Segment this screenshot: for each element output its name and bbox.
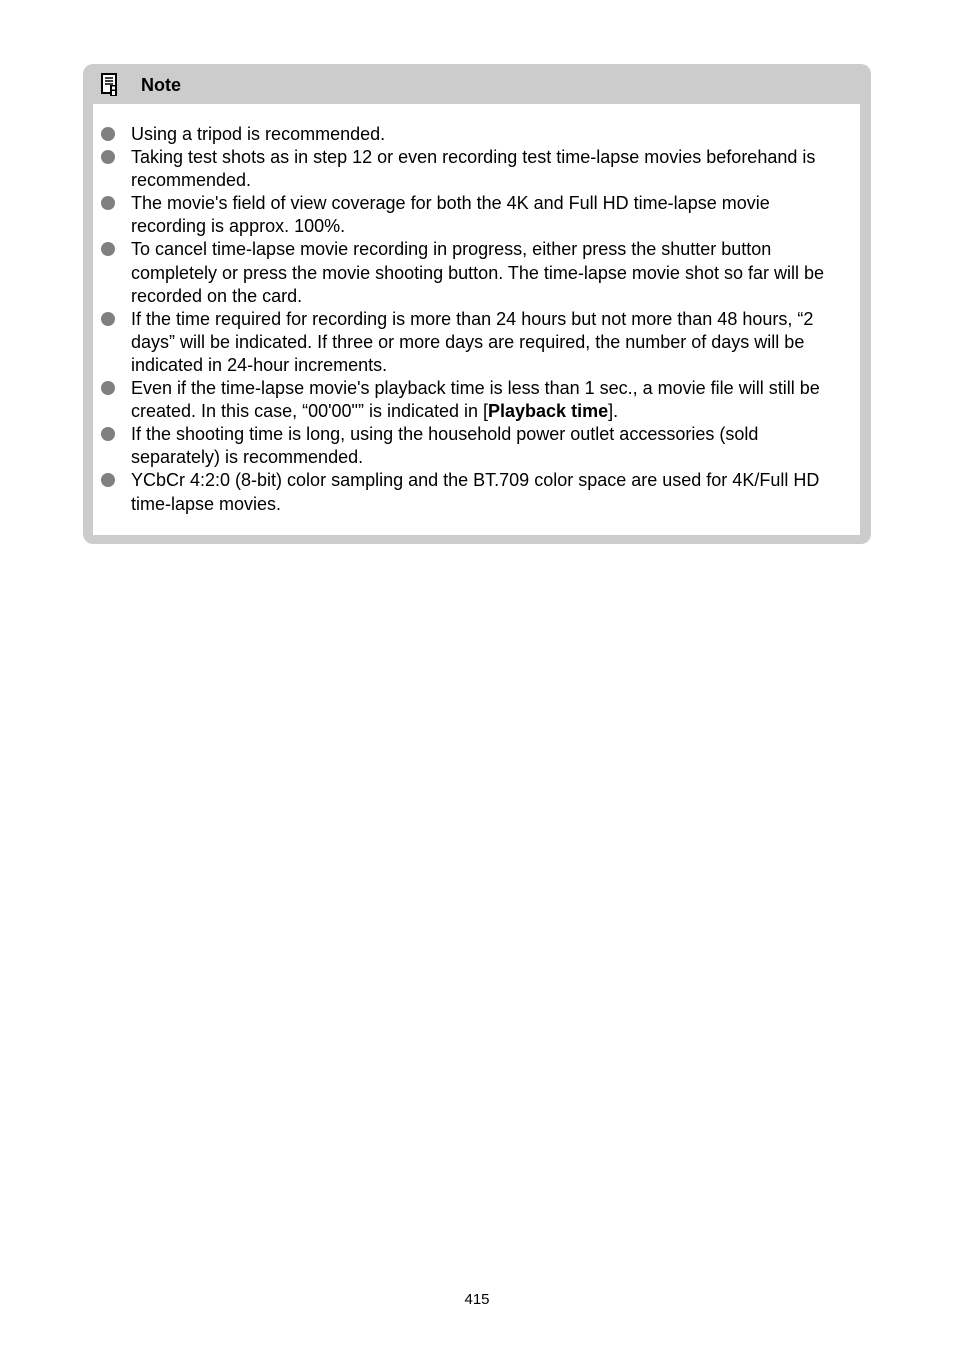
list-item	[93, 238, 860, 307]
list-item-text: YCbCr 4:2:0 (8-bit) color sampling and the BT.709 color space are used for 4K/Full HD time-lapse movies.	[131, 470, 820, 514]
list-item	[93, 192, 860, 238]
list-item-text: Using a tripod is recommended.	[131, 124, 386, 144]
bullet-icon	[101, 473, 115, 487]
note-header	[83, 64, 871, 104]
list-item	[93, 469, 860, 515]
list-item-text: If the shooting time is long, using the household power outlet accessories (sold separately) is recommended.	[131, 424, 759, 468]
note-body	[93, 104, 860, 535]
list-item-text: The movie's field of view coverage for both the 4K and Full HD time-lapse movie recording is approx. 100%.	[131, 193, 770, 237]
list-item-text	[131, 378, 820, 421]
bullet-icon	[101, 381, 115, 395]
bullet-icon	[101, 150, 115, 164]
note-icon	[101, 73, 120, 97]
list-item-text: If the time required for recording is more than 24 hours but not more than 48 hours, “2 days” will be indicated. If three or more days are required, the number of days will be indicated in 24-hour increments.	[131, 308, 814, 375]
list-item	[93, 146, 860, 192]
list-item	[93, 377, 860, 423]
list-item	[93, 123, 860, 146]
list-item-text-before: Even if the time-lapse movie's playback time is less than 1 sec., a movie file will still be created. In this case, “00'00"” is indicated in [	[131, 378, 820, 422]
list-item-text: To cancel time-lapse movie recording in progress, either press the shutter button completely or press the movie shooting button. The time-lapse movie shot so far will be recorded on the card.	[131, 239, 824, 306]
bullet-icon	[101, 127, 115, 141]
bullet-icon	[101, 312, 115, 326]
page-number: 415	[464, 1291, 490, 1308]
bullet-icon	[101, 242, 115, 256]
note-box	[83, 64, 871, 544]
list-item	[93, 423, 860, 469]
bullet-icon	[101, 196, 115, 210]
note-title: Note	[141, 75, 181, 95]
list-item	[93, 308, 860, 377]
bullet-icon	[101, 427, 115, 441]
list-item-text-after: ].	[608, 401, 619, 422]
note-list	[93, 123, 860, 516]
playback-time-label: Playback time	[488, 401, 609, 422]
list-item-text: Taking test shots as in step 12 or even recording test time-lapse movies beforehand is recommended.	[131, 147, 816, 191]
